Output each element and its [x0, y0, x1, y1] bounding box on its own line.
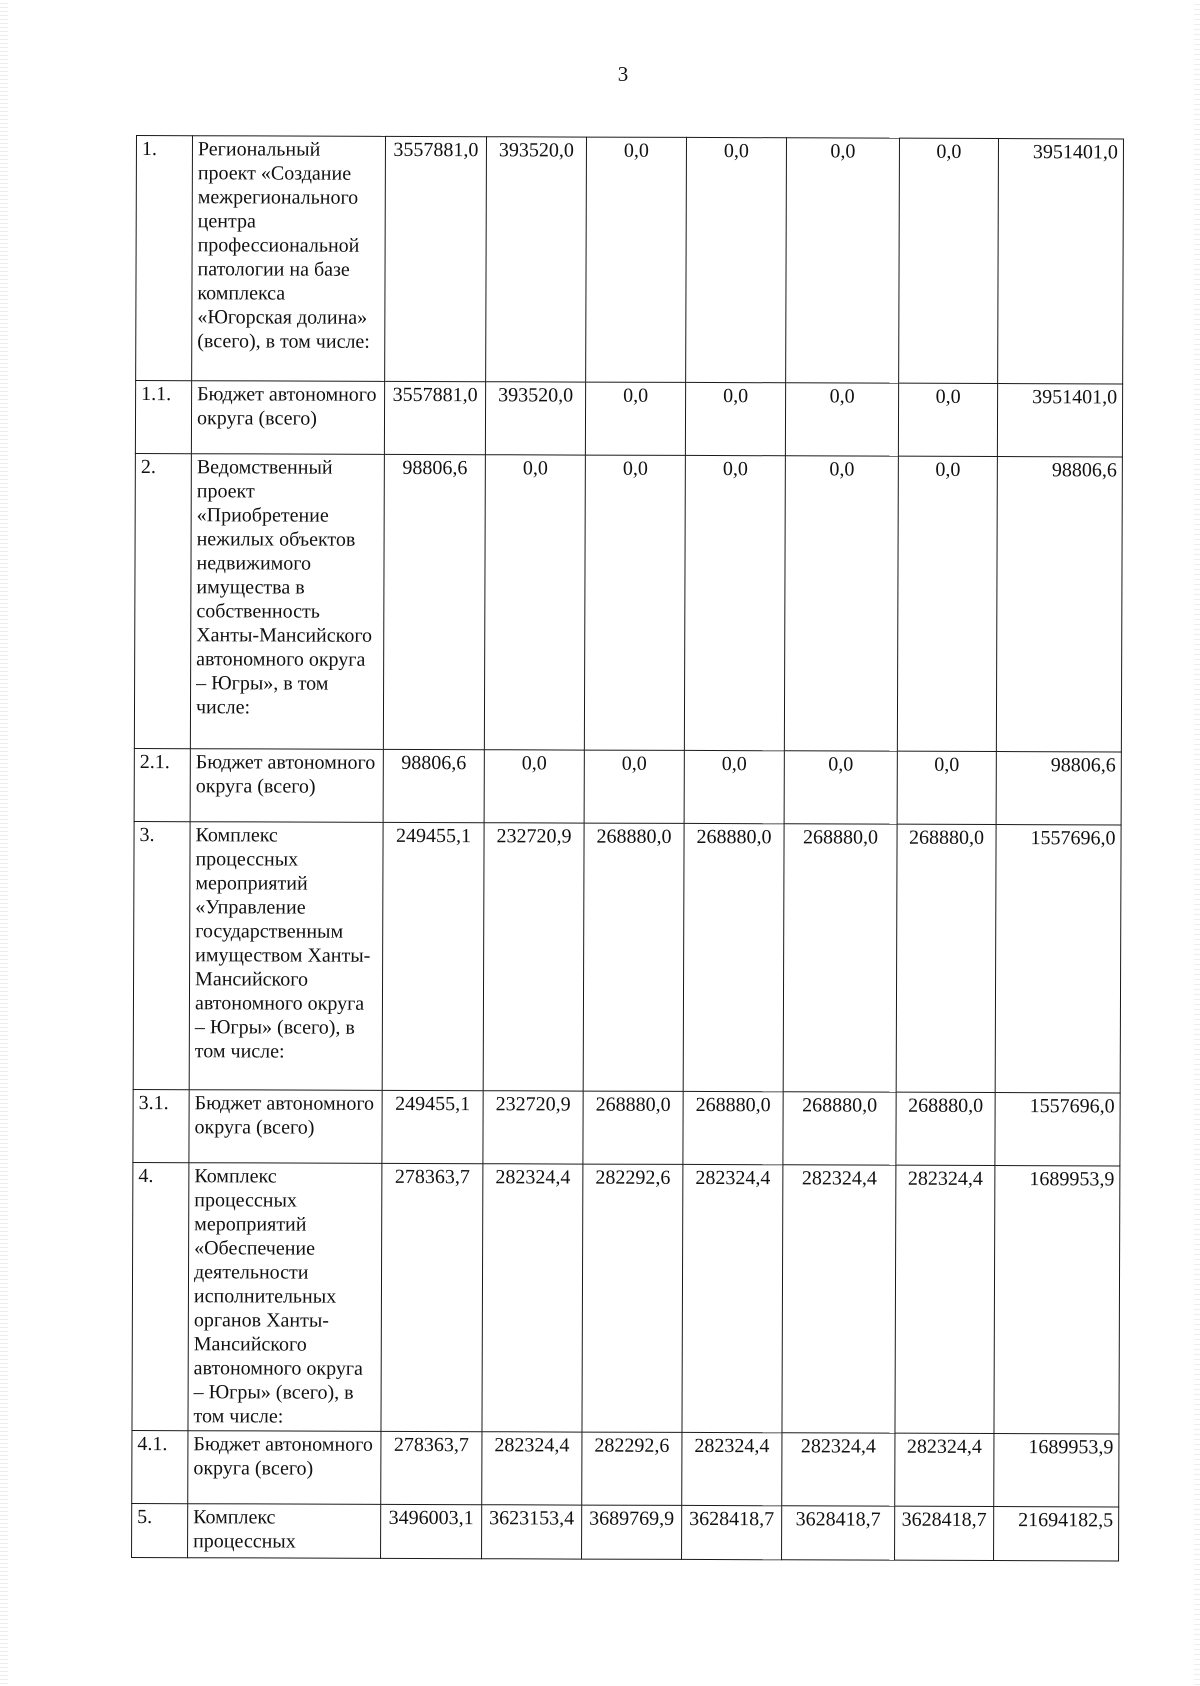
value-cell: 282324,4	[782, 1165, 896, 1433]
value-cell: 0,0	[899, 138, 999, 383]
value-cell: 282324,4	[682, 1164, 783, 1432]
row-number-cell: 2.1.	[134, 748, 190, 821]
value-cell: 0,0	[785, 383, 898, 456]
value-cell: 3496003,1	[381, 1504, 482, 1558]
value-cell: 249455,1	[382, 1090, 483, 1163]
value-cell: 0,0	[898, 383, 997, 456]
total-cell: 98806,6	[996, 457, 1122, 752]
value-cell: 393520,0	[486, 137, 587, 382]
row-name-cell: Ведомственный проект «Приобретение нежилых объектов недвижимого имущества в собственность Ханты-Мансийского автономного округа – Югры», в том числе:	[190, 454, 384, 750]
value-cell: 0,0	[586, 137, 687, 382]
total-cell: 3951401,0	[998, 139, 1124, 384]
value-cell: 3557881,0	[385, 136, 487, 381]
row-number-cell: 5.	[132, 1503, 188, 1557]
value-cell: 268880,0	[896, 1092, 995, 1165]
value-cell: 268880,0	[896, 824, 996, 1092]
value-cell: 98806,6	[383, 749, 484, 822]
value-cell: 0,0	[897, 456, 997, 751]
row-name-cell: Комплекс процессных мероприятий «Управление государственным имуществом Ханты-Мансийского автономного округа – Югры» (всего), в том числе:	[189, 822, 383, 1091]
total-cell: 3951401,0	[997, 384, 1122, 457]
value-cell: 282292,6	[582, 1164, 683, 1432]
total-cell: 98806,6	[996, 752, 1121, 825]
table-row	[132, 1430, 1119, 1506]
value-cell: 3557881,0	[384, 381, 485, 454]
funding-table-container	[131, 135, 1124, 1561]
value-cell: 0,0	[897, 751, 996, 824]
value-cell: 3628418,7	[782, 1506, 895, 1560]
funding-table	[131, 135, 1124, 1561]
row-number-cell: 2.	[134, 453, 191, 748]
total-cell: 1689953,9	[994, 1434, 1119, 1507]
funding-table-body	[132, 136, 1124, 1561]
row-name-cell: Комплекс процессных	[188, 1504, 381, 1559]
value-cell: 0,0	[684, 750, 784, 823]
value-cell: 3689769,9	[582, 1505, 682, 1559]
row-number-cell: 4.	[132, 1162, 189, 1430]
table-row	[133, 821, 1121, 1092]
value-cell: 268880,0	[683, 1091, 783, 1164]
value-cell: 282324,4	[482, 1164, 583, 1432]
value-cell: 268880,0	[783, 1092, 896, 1165]
row-name-cell: Региональный проект «Создание межрегионального центра профессиональной патологии на базе комплекса «Югорская долина» (всего), в том числе:	[192, 136, 386, 382]
value-cell: 0,0	[784, 751, 897, 824]
row-number-cell: 1.	[136, 136, 193, 381]
value-cell: 0,0	[585, 382, 685, 455]
value-cell: 282324,4	[482, 1432, 582, 1505]
value-cell: 249455,1	[382, 822, 484, 1090]
page-number: 3	[617, 62, 629, 86]
row-number-cell: 3.1.	[133, 1089, 189, 1162]
value-cell: 268880,0	[683, 823, 784, 1091]
table-row	[136, 136, 1124, 384]
value-cell: 268880,0	[583, 823, 684, 1091]
row-name-cell: Бюджет автономного округа (всего)	[190, 749, 383, 823]
row-number-cell: 1.1.	[135, 381, 191, 454]
value-cell: 232720,9	[483, 1091, 583, 1164]
table-row	[132, 1503, 1119, 1560]
value-cell: 0,0	[484, 750, 584, 823]
row-name-cell: Комплекс процессных мероприятий «Обеспечение деятельности исполнительных органов Ханты-Мансийского автономного округа – Югры» (всего), в том числе:	[188, 1163, 382, 1432]
value-cell: 278363,7	[381, 1431, 482, 1504]
row-name-cell: Бюджет автономного округа (всего)	[191, 381, 384, 455]
value-cell: 268880,0	[783, 824, 897, 1092]
value-cell: 0,0	[684, 455, 785, 750]
value-cell: 0,0	[685, 382, 785, 455]
value-cell: 0,0	[484, 455, 585, 750]
row-number-cell: 3.	[133, 821, 190, 1089]
table-row	[132, 1162, 1120, 1433]
total-cell: 1557696,0	[995, 1093, 1120, 1166]
value-cell: 282324,4	[782, 1433, 895, 1506]
value-cell: 268880,0	[583, 1091, 683, 1164]
table-row	[134, 453, 1122, 751]
value-cell: 282324,4	[895, 1433, 994, 1506]
row-name-cell: Бюджет автономного округа (всего)	[189, 1090, 382, 1164]
value-cell: 282324,4	[895, 1165, 995, 1433]
value-cell: 0,0	[686, 137, 787, 382]
value-cell: 232720,9	[483, 823, 584, 1091]
total-cell: 1557696,0	[995, 825, 1121, 1093]
value-cell: 3623153,4	[482, 1505, 582, 1559]
value-cell: 0,0	[786, 138, 900, 383]
value-cell: 393520,0	[485, 382, 585, 455]
value-cell: 3628418,7	[895, 1506, 994, 1560]
value-cell: 0,0	[784, 456, 898, 751]
scan-edge-right	[1194, 0, 1200, 1686]
scan-edge-left	[0, 0, 8, 1686]
value-cell: 282324,4	[682, 1432, 782, 1505]
value-cell: 98806,6	[383, 454, 485, 749]
value-cell: 3628418,7	[682, 1505, 782, 1559]
total-cell: 21694182,5	[994, 1507, 1119, 1561]
value-cell: 0,0	[584, 455, 685, 750]
value-cell: 0,0	[584, 750, 684, 823]
table-row	[133, 1089, 1120, 1165]
total-cell: 1689953,9	[994, 1166, 1120, 1434]
value-cell: 282292,6	[582, 1432, 682, 1505]
row-number-cell: 4.1.	[132, 1430, 188, 1503]
row-name-cell: Бюджет автономного округа (всего)	[188, 1431, 381, 1505]
table-row	[135, 381, 1122, 457]
table-row	[134, 748, 1121, 824]
value-cell: 278363,7	[381, 1163, 483, 1431]
